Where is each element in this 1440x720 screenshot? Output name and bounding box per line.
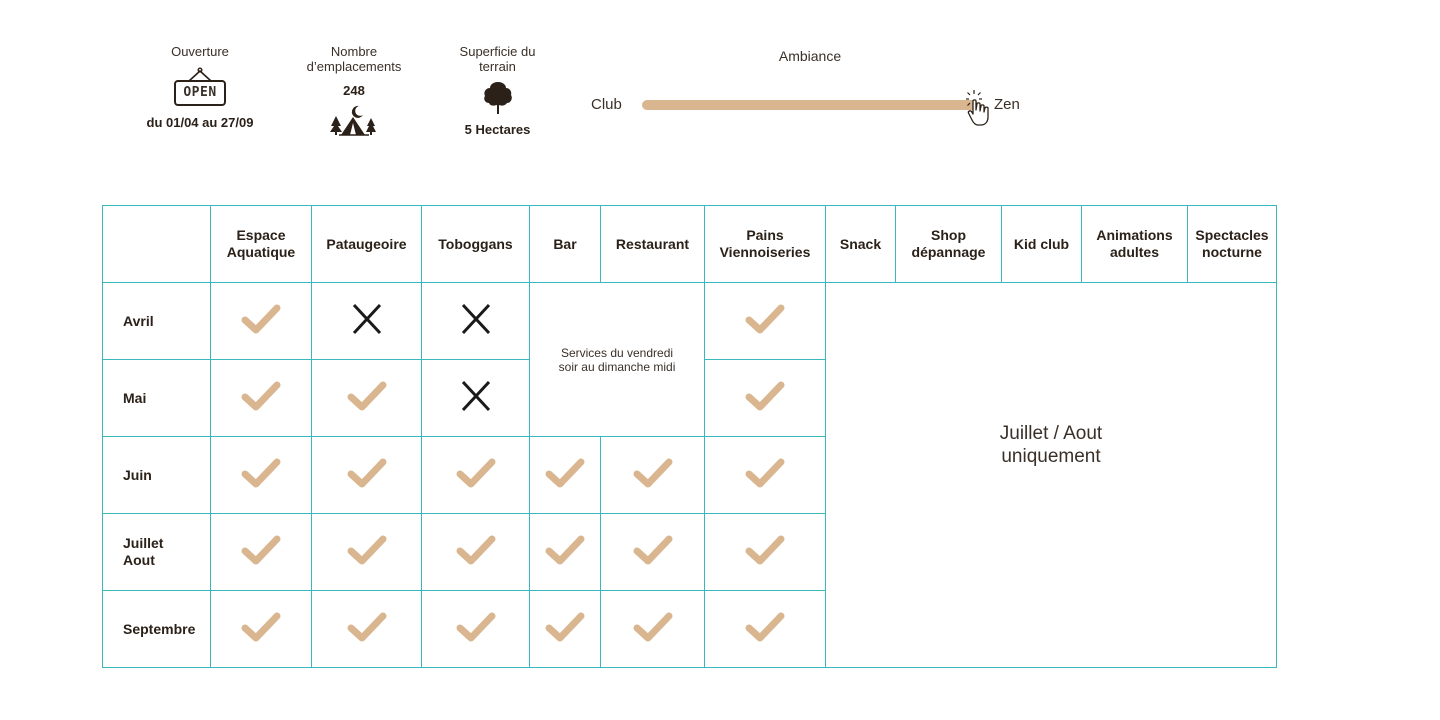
open-sign-text: OPEN: [183, 85, 217, 100]
services-table: [102, 205, 1277, 668]
status-cell: [705, 514, 826, 591]
column-header: Toboggans: [422, 206, 530, 283]
status-cell: [530, 514, 601, 591]
month-cell: Juin: [103, 437, 211, 514]
status-cell: [211, 591, 312, 668]
month-cell: Juillet Aout: [103, 514, 211, 591]
status-cell: [312, 360, 422, 437]
info-ouverture: [135, 44, 265, 130]
pointer-hand-cursor-icon[interactable]: [966, 90, 996, 130]
month-cell: Avril: [103, 283, 211, 360]
superficie-label-1: Superficie du: [459, 44, 536, 59]
status-cell: [530, 591, 601, 668]
status-cell: [705, 591, 826, 668]
tent-icon: [329, 104, 379, 138]
status-cell: [422, 591, 530, 668]
status-cell: [211, 514, 312, 591]
status-cell: [705, 283, 826, 360]
column-header: Animations adultes: [1082, 206, 1188, 283]
column-header: Pains Viennoiseries: [705, 206, 826, 283]
check-icon: [241, 533, 281, 567]
superficie-value: 5 Hectares: [464, 122, 531, 137]
check-icon: [241, 456, 281, 490]
ambiance-right-label: Zen: [994, 96, 1020, 113]
month-cell: Mai: [103, 360, 211, 437]
month-cell: Septembre: [103, 591, 211, 668]
status-cell: [422, 283, 530, 360]
check-icon: [347, 533, 387, 567]
check-icon: [347, 379, 387, 413]
column-header: Espace Aquatique: [211, 206, 312, 283]
status-cell: [601, 591, 705, 668]
status-cell: [601, 437, 705, 514]
status-cell: [601, 514, 705, 591]
summer-only-note: Juillet / Aout uniquement: [826, 283, 1277, 668]
check-icon: [633, 533, 673, 567]
check-icon: [241, 379, 281, 413]
ouverture-label: Ouverture: [171, 44, 229, 59]
cross-icon: [456, 379, 496, 413]
cross-icon: [456, 302, 496, 336]
check-icon: [745, 379, 785, 413]
check-icon: [745, 456, 785, 490]
check-icon: [745, 302, 785, 336]
check-icon: [241, 610, 281, 644]
check-icon: [545, 610, 585, 644]
table-row: [103, 283, 1277, 360]
open-sign-icon: [172, 65, 228, 109]
check-icon: [545, 456, 585, 490]
emplacements-value: 248: [343, 83, 365, 98]
column-header: Shop dépannage: [896, 206, 1002, 283]
status-cell: [211, 437, 312, 514]
bar-restaurant-note: Services du vendredi soir au dimanche midi: [530, 283, 705, 437]
column-header: Snack: [826, 206, 896, 283]
check-icon: [745, 533, 785, 567]
column-header: Kid club: [1002, 206, 1082, 283]
check-icon: [633, 610, 673, 644]
check-icon: [241, 302, 281, 336]
status-cell: [530, 437, 601, 514]
ambiance-title: Ambiance: [778, 48, 842, 64]
check-icon: [456, 533, 496, 567]
check-icon: [347, 610, 387, 644]
status-cell: [422, 360, 530, 437]
superficie-label-2: terrain: [479, 59, 516, 74]
status-cell: [422, 437, 530, 514]
check-icon: [545, 533, 585, 567]
check-icon: [456, 610, 496, 644]
emplacements-label-2: d’emplacements: [306, 59, 402, 74]
status-cell: [211, 283, 312, 360]
column-header: Pataugeoire: [312, 206, 422, 283]
status-cell: [705, 437, 826, 514]
corner-header: [103, 206, 211, 283]
cross-icon: [347, 302, 387, 336]
info-superficie: [440, 44, 555, 137]
ambiance-left-label: Club: [591, 96, 622, 113]
check-icon: [633, 456, 673, 490]
check-icon: [347, 456, 387, 490]
column-header: Bar: [530, 206, 601, 283]
info-emplacements: [290, 44, 418, 138]
column-header: Restaurant: [601, 206, 705, 283]
status-cell: [422, 514, 530, 591]
status-cell: [312, 514, 422, 591]
table-header-row: [103, 206, 1277, 283]
tree-icon: [481, 80, 515, 116]
check-icon: [456, 456, 496, 490]
status-cell: [312, 283, 422, 360]
check-icon: [745, 610, 785, 644]
status-cell: [211, 360, 312, 437]
status-cell: [312, 591, 422, 668]
emplacements-label-1: Nombre: [330, 44, 378, 59]
ambiance-slider-group: [580, 46, 1050, 136]
status-cell: [705, 360, 826, 437]
status-cell: [312, 437, 422, 514]
column-header: Spectacles nocturne: [1188, 206, 1277, 283]
ambiance-slider-track[interactable]: [642, 100, 978, 110]
ouverture-value: du 01/04 au 27/09: [146, 115, 254, 130]
